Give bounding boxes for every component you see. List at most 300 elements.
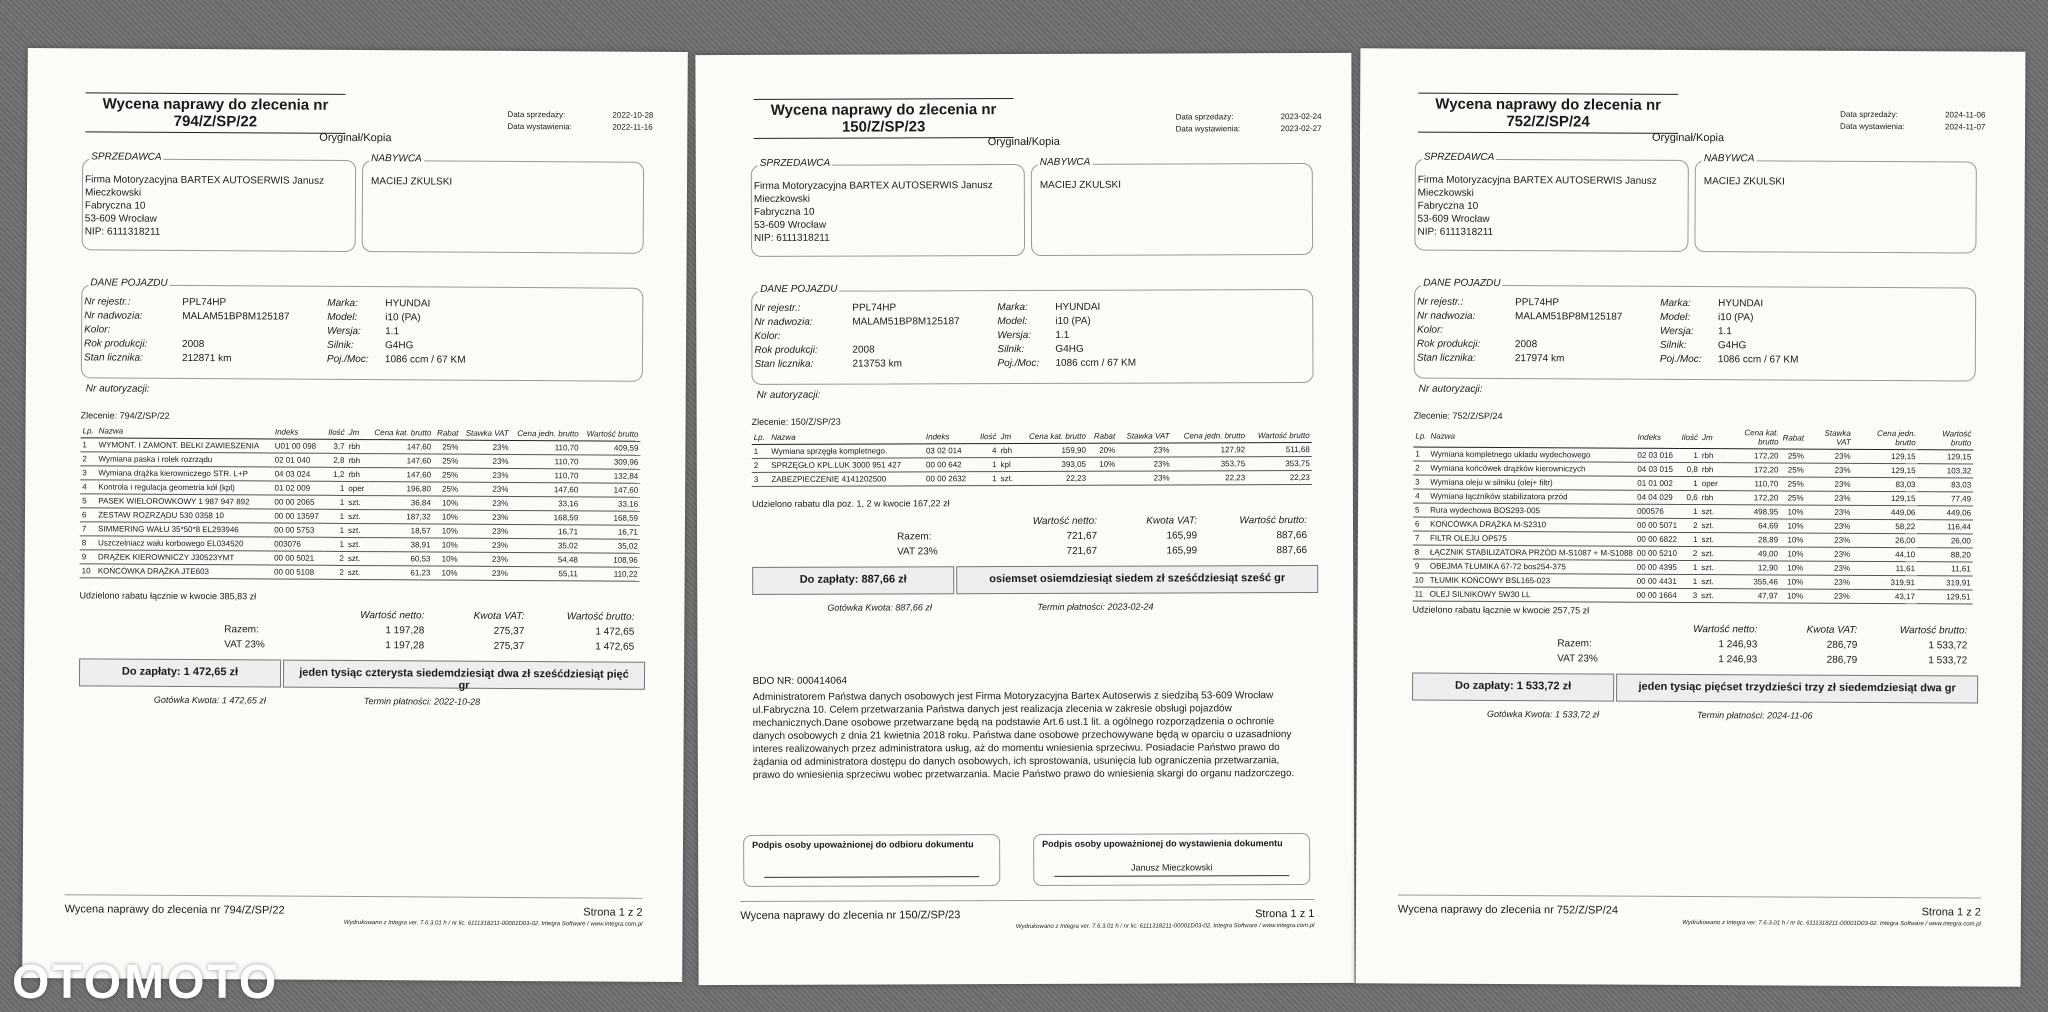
- bdo-number: BDO NR: 000414064: [752, 675, 848, 687]
- table-cell: 23%: [1805, 575, 1852, 589]
- column-header: Rabat: [433, 426, 460, 440]
- discount-note: Udzielono rabatu łącznie w kwocie 385,83 zł: [79, 590, 257, 602]
- vehicle-make: HYUNDAI: [1718, 298, 1764, 310]
- vehicle-year-label: Rok produkcji:: [84, 338, 148, 350]
- table-cell: 02 03 016: [1635, 448, 1679, 462]
- table-cell: 47,97: [1719, 589, 1780, 603]
- seller-line: 53-609 Wrocław: [753, 219, 827, 231]
- column-header: Nazwa: [769, 430, 924, 444]
- table-cell: oper: [346, 481, 368, 495]
- rate-vat: 275,37: [493, 640, 525, 653]
- rate-gross: 1 472,65: [595, 641, 635, 653]
- sum-label: Razem:: [1557, 638, 1592, 650]
- table-cell: [1088, 471, 1117, 485]
- table-cell: szt.: [1699, 519, 1719, 533]
- table-cell: szt.: [999, 472, 1018, 486]
- column-header: Lp.: [752, 431, 770, 445]
- table-cell: Kontrola i regulacja geometria kół (kpl): [96, 480, 272, 495]
- signature-receive-label: Podpis osoby upoważnionej do odbioru dokumentu: [752, 839, 974, 850]
- table-cell: 1: [752, 444, 770, 458]
- table-cell: DRĄŻEK KIEROWNICZY J30523YMT: [96, 550, 272, 565]
- vehicle-make-label: Marka:: [1660, 297, 1691, 309]
- vehicle-engine: G4HG: [1055, 343, 1084, 355]
- buyer-name: MACIEJ ZKULSKI: [1703, 176, 1785, 188]
- table-cell: 12,90: [1719, 561, 1780, 575]
- table-cell: 000576: [1635, 504, 1679, 518]
- table-cell: 38,91: [367, 538, 432, 552]
- table-cell: 10%: [433, 496, 460, 510]
- table-cell: 1: [1679, 504, 1700, 518]
- table-cell: 449,06: [1917, 506, 1973, 520]
- table-cell: Wymiana sprzęgła kompletnego.: [769, 444, 924, 459]
- table-cell: szt.: [346, 537, 368, 551]
- document-sheet: [695, 53, 1354, 985]
- table-row: [1413, 587, 1973, 604]
- vehicle-mileage-label: Stan licznika:: [754, 358, 814, 370]
- table-cell: 01 02 009: [272, 481, 324, 495]
- table-cell: FILTR OLEJU OP575: [1428, 531, 1635, 546]
- table-cell: Wymiana paska i rolek rozrządu: [96, 452, 272, 467]
- table-cell: 00 00 1664: [1635, 588, 1679, 602]
- table-cell: 10: [1413, 573, 1428, 587]
- table-cell: 22,23: [1018, 471, 1088, 485]
- page-footer: [65, 894, 643, 919]
- vehicle-box: [1414, 277, 1976, 382]
- seller-line: NIP: 6111318211: [84, 226, 161, 238]
- page-footer: [1398, 894, 1981, 918]
- table-cell: 49,00: [1719, 547, 1780, 561]
- column-header: Nazwa: [1428, 425, 1635, 449]
- table-cell: 00 00 2632: [924, 472, 975, 486]
- column-header: Rabat: [1781, 426, 1806, 449]
- totals: [224, 607, 634, 655]
- payment-box: [1412, 673, 1978, 704]
- column-header: Stawka VAT: [460, 427, 510, 441]
- table-cell: 4: [1413, 489, 1428, 503]
- table-cell: 16,71: [580, 525, 640, 539]
- table-cell: 3,7: [325, 439, 347, 453]
- table-cell: 04 04 029: [1635, 490, 1679, 504]
- document-number: 794/Z/SP/22: [173, 112, 258, 131]
- table-cell: 129,15: [1853, 463, 1918, 477]
- table-cell: U01 00 098: [273, 439, 325, 453]
- table-cell: 04 03 015: [1635, 462, 1679, 476]
- buyer-box: [1694, 153, 1976, 253]
- table-cell: 5: [80, 494, 96, 508]
- vehicle-model: i10 (PA): [1055, 315, 1091, 327]
- table-cell: 04 03 024: [273, 467, 325, 481]
- sum-vat: 165,99: [1166, 530, 1198, 542]
- sale-date: 2023-02-24: [1280, 111, 1322, 122]
- table-cell: 1: [324, 523, 346, 537]
- column-header: Ilość: [975, 430, 999, 444]
- table-cell: 2: [1679, 518, 1700, 532]
- table-cell: 77,49: [1917, 492, 1973, 506]
- sale-date-label: Data sprzedaży:: [1840, 109, 1898, 120]
- vehicle-version-label: Wersja:: [327, 325, 361, 338]
- table-cell: 1: [324, 537, 346, 551]
- table-cell: 127,92: [1172, 443, 1248, 457]
- vat-label: Kwota VAT:: [1806, 624, 1858, 636]
- column-header: Cena jedn. brutto: [1171, 429, 1247, 443]
- column-header: Ilość: [1679, 426, 1700, 449]
- table-cell: 1: [975, 472, 999, 486]
- table-cell: 172,20: [1720, 491, 1781, 505]
- column-header: Cena jedn. brutto: [511, 427, 581, 441]
- column-header: Cena kat. brutto: [1720, 426, 1781, 449]
- table-cell: 2: [324, 565, 346, 579]
- table-cell: 129,15: [1918, 450, 1974, 464]
- vehicle-year: 2008: [852, 344, 875, 356]
- table-cell: szt.: [346, 551, 368, 565]
- order-number: Zlecenie: 794/Z/SP/22: [80, 410, 170, 421]
- table-cell: 10%: [432, 566, 459, 580]
- sum-net: 1 246,93: [1718, 639, 1758, 651]
- table-cell: 2: [80, 452, 96, 466]
- table-cell: 22,23: [1172, 471, 1248, 485]
- document-sheet: [1356, 48, 2026, 986]
- table-cell: szt.: [1700, 505, 1720, 519]
- column-header: Stawka VAT: [1117, 429, 1171, 443]
- table-cell: szt.: [1699, 575, 1719, 589]
- seller-box: [751, 157, 1025, 257]
- vehicle-label: DANE POJAZDU: [1421, 277, 1502, 290]
- vehicle-capacity-label: Poj./Moc:: [326, 353, 369, 366]
- table-cell: rbh: [1700, 449, 1720, 463]
- table-cell: ŁĄCZNIK STABILIZATORA PRZÓD M-S1087 + M-S1088: [1428, 545, 1635, 560]
- table-cell: 00 00 13597: [272, 509, 324, 523]
- table-cell: 3: [1413, 475, 1428, 489]
- table-cell: 393,05: [1018, 457, 1088, 471]
- table-cell: 110,70: [510, 468, 580, 482]
- sale-date-label: Data sprzedaży:: [507, 109, 566, 120]
- vehicle-label: DANE POJAZDU: [88, 276, 169, 289]
- footer-page: Strona 1 z 2: [583, 906, 643, 919]
- vehicle-engine: G4HG: [1717, 340, 1747, 352]
- table-cell: 00 00 4395: [1635, 560, 1679, 574]
- footer-document: Wycena naprawy do zlecenia nr 150/Z/SP/23: [740, 909, 961, 922]
- table-cell: Wymiana drążka kierowniczego STR. L+P: [96, 466, 272, 481]
- dates: [1840, 109, 1985, 134]
- order-number: Zlecenie: 752/Z/SP/24: [1413, 410, 1503, 422]
- table-cell: 25%: [1780, 449, 1805, 463]
- table-cell: 1: [324, 481, 346, 495]
- vehicle-vin-label: Nr nadwozia:: [754, 316, 813, 328]
- items-table: [80, 424, 641, 581]
- vehicle-make-label: Marka:: [997, 301, 1028, 314]
- table-cell: 00 00 6822: [1635, 532, 1679, 546]
- items-table: [1413, 425, 1974, 605]
- table-cell: 7: [1413, 531, 1428, 545]
- table-cell: 23%: [460, 482, 510, 496]
- items-table: [752, 429, 1312, 487]
- table-cell: 129,15: [1852, 491, 1917, 505]
- title-line: Wycena naprawy do zlecenia nr: [1435, 95, 1662, 114]
- table-cell: Rura wydechowa BOS293-005: [1428, 503, 1635, 518]
- title-line: Wycena naprawy do zlecenia nr: [102, 95, 329, 114]
- buyer-label: NABYWCA: [369, 152, 424, 165]
- table-cell: szt.: [1699, 533, 1719, 547]
- rate-net: 1 197,28: [385, 640, 425, 652]
- vehicle-reg: PPL74HP: [852, 302, 897, 314]
- vehicle-reg-label: Nr rejestr.:: [84, 296, 131, 308]
- table-cell: 18,57: [367, 524, 432, 538]
- table-cell: 26,00: [1917, 534, 1973, 548]
- cash-amount: Gotówka Kwota: 1 533,72 zł: [1486, 708, 1600, 720]
- table-cell: 16,71: [510, 524, 580, 538]
- table-cell: 147,60: [580, 483, 640, 497]
- table-cell: 172,20: [1720, 449, 1781, 463]
- vehicle-mileage-label: Stan licznika:: [83, 352, 143, 364]
- table-cell: 03 02 014: [924, 444, 975, 458]
- document-number: 150/Z/SP/23: [841, 118, 926, 136]
- sum-gross: 1 533,72: [1928, 640, 1968, 652]
- table-cell: SIMMERING WAŁU 35*50*8 EL293946: [96, 522, 272, 537]
- document-title: [754, 96, 1014, 141]
- table-cell: 23%: [460, 440, 510, 454]
- table-cell: 147,60: [510, 482, 580, 496]
- seller-line: Firma Motoryzacyjna BARTEX AUTOSERWIS Janusz: [753, 180, 993, 192]
- table-cell: 3: [752, 472, 770, 486]
- table-cell: ZABEZPIECZENIE 4141202500: [769, 472, 924, 487]
- table-cell: ZESTAW ROZRZĄDU 530 0358 10: [96, 508, 272, 523]
- table-cell: 110,70: [511, 440, 581, 454]
- vehicle-color-label: Kolor:: [1416, 324, 1444, 336]
- vehicle-year-label: Rok produkcji:: [1416, 338, 1481, 350]
- seller-line: Mieczkowski: [84, 187, 142, 199]
- table-cell: 60,53: [367, 552, 432, 566]
- table-cell: 10%: [433, 538, 460, 552]
- table-cell: 409,59: [581, 441, 641, 455]
- payment-box: [79, 658, 645, 692]
- table-cell: 11: [1413, 587, 1428, 601]
- table-cell: 110,22: [580, 567, 640, 581]
- column-header: Indeks: [924, 430, 975, 444]
- table-cell: 147,60: [368, 454, 433, 468]
- net-label: Wartość netto:: [360, 610, 425, 622]
- vehicle-reg-label: Nr rejestr.:: [754, 302, 801, 314]
- table-row: [80, 564, 640, 581]
- table-cell: 9: [1413, 559, 1428, 573]
- table-cell: rbh: [347, 439, 369, 453]
- table-cell: 7: [80, 522, 96, 536]
- document-number: 752/Z/SP/24: [1506, 113, 1590, 131]
- vehicle-version-label: Wersja:: [1659, 325, 1694, 338]
- table-cell: 1: [324, 495, 346, 509]
- table-cell: 23%: [1806, 505, 1853, 519]
- table-cell: 23%: [460, 510, 510, 524]
- table-cell: 00 00 5753: [272, 523, 324, 537]
- vehicle-capacity: 1086 ccm / 67 KM: [1055, 357, 1137, 369]
- table-cell: 498,95: [1720, 505, 1781, 519]
- sum-gross: 1 472,65: [595, 626, 635, 638]
- table-cell: 23%: [460, 496, 510, 510]
- issue-date-label: Data wystawienia:: [1175, 124, 1241, 134]
- buyer-box: [362, 153, 645, 254]
- order-number: Zlecenie: 150/Z/SP/23: [751, 416, 841, 427]
- table-cell: 110,70: [510, 454, 580, 468]
- table-cell: 00 00 4431: [1635, 574, 1679, 588]
- totals: [897, 513, 1307, 559]
- vehicle-version: 1.1: [1717, 326, 1732, 338]
- seller-line: NIP: 6111318211: [1417, 226, 1494, 238]
- issue-date-label: Data wystawienia:: [1840, 121, 1905, 132]
- table-cell: 00 00 5210: [1635, 546, 1679, 560]
- vehicle-model: i10 (PA): [1718, 312, 1754, 324]
- vehicle-color-label: Kolor:: [84, 324, 111, 336]
- table-cell: 187,32: [368, 510, 433, 524]
- table-cell: 8: [80, 536, 96, 550]
- table-cell: 108,96: [580, 553, 640, 567]
- table-cell: 10%: [1780, 575, 1805, 589]
- table-cell: 10%: [1780, 505, 1805, 519]
- vehicle-box: [751, 283, 1313, 385]
- table-cell: 23%: [460, 538, 510, 552]
- table-cell: 23%: [1806, 477, 1853, 491]
- table-cell: 1,2: [324, 467, 346, 481]
- column-header: Wartość brutto: [1247, 429, 1312, 443]
- table-cell: 25%: [1780, 463, 1805, 477]
- column-header: Nazwa: [97, 424, 273, 439]
- issue-date: 2024-11-07: [1945, 122, 1986, 132]
- seller-line: Firma Motoryzacyjna BARTEX AUTOSERWIS Janusz: [1417, 174, 1657, 187]
- payment-due: Termin płatności: 2022-10-28: [363, 696, 481, 707]
- table-cell: 309,96: [580, 455, 640, 469]
- payment-due: Termin płatności: 2024-11-06: [1696, 710, 1813, 721]
- table-cell: 196,80: [368, 482, 433, 496]
- seller-label: SPRZEDAWCA: [758, 157, 832, 170]
- table-cell: KOŃCÓWKA DRĄŻKA JTE603: [96, 564, 272, 579]
- footer-document: Wycena naprawy do zlecenia nr 752/Z/SP/24: [1397, 903, 1619, 917]
- vehicle-mileage-label: Stan licznika:: [1416, 352, 1476, 364]
- table-cell: Wymiana łączników stabilizatora przód: [1428, 489, 1635, 504]
- table-row: [752, 470, 1312, 486]
- table-cell: 58,22: [1852, 519, 1917, 533]
- vehicle-color: [1515, 324, 1660, 339]
- amount-in-words: jeden tysiąc pięćset trzydzieści trzy zł siedemdziesiąt dwa gr: [1616, 674, 1978, 704]
- table-cell: 25%: [433, 468, 460, 482]
- table-cell: 4: [80, 480, 96, 494]
- printed-by: Wydrukowano z Integra ver. 7.6.3.01 h / nr lic. 6111318211-00001D03-02. Integra Software / www.integra.com.pl: [1682, 919, 1981, 928]
- table-cell: 64,69: [1720, 519, 1781, 533]
- table-cell: 10%: [1088, 457, 1117, 471]
- seller-box: [82, 151, 357, 252]
- seller-line: NIP: 6111318211: [753, 232, 830, 244]
- table-cell: 1: [1679, 532, 1700, 546]
- table-cell: 36,84: [368, 496, 433, 510]
- sum-label: Razem:: [897, 531, 932, 543]
- vehicle-vin-label: Nr nadwozia:: [1417, 310, 1476, 322]
- table-cell: szt.: [346, 495, 368, 509]
- sale-date: 2022-10-28: [612, 110, 654, 120]
- column-header: Cena kat. brutto: [368, 426, 433, 440]
- table-cell: 20%: [1088, 443, 1117, 457]
- vehicle-vin: MALAM51BP8M125187: [1515, 311, 1623, 323]
- table-cell: 132,84: [580, 469, 640, 483]
- vehicle-year: 2008: [182, 338, 205, 351]
- table-cell: 129,51: [1917, 590, 1973, 604]
- seller-line: Fabryczna 10: [84, 200, 146, 212]
- table-cell: 25%: [1780, 491, 1805, 505]
- table-cell: 25%: [433, 440, 460, 454]
- authorization-label: Nr autoryzacji:: [85, 383, 150, 395]
- table-cell: 1: [80, 438, 96, 452]
- document-sheet: [22, 48, 688, 982]
- column-header: Rabat: [1088, 430, 1117, 444]
- buyer-name: MACIEJ ZKULSKI: [1039, 179, 1121, 191]
- table-cell: 11,61: [1852, 561, 1917, 575]
- table-cell: 23%: [460, 468, 510, 482]
- footer-document: Wycena naprawy do zlecenia nr 794/Z/SP/22: [64, 903, 285, 917]
- table-cell: 11,61: [1917, 562, 1973, 576]
- table-cell: 2: [324, 551, 346, 565]
- amount-due: Do zapłaty: 1 533,72 zł: [1412, 673, 1614, 702]
- table-cell: 33,16: [510, 496, 580, 510]
- vehicle-mileage: 212871 km: [181, 352, 232, 365]
- amount-due: Do zapłaty: 1 472,65 zł: [79, 658, 281, 687]
- table-cell: 147,60: [368, 440, 433, 454]
- table-cell: 3: [1679, 588, 1700, 602]
- table-cell: 25%: [433, 454, 460, 468]
- column-header: Indeks: [1635, 426, 1679, 449]
- rate-gross: 1 533,72: [1928, 655, 1968, 667]
- rate-net: 721,67: [1066, 545, 1098, 557]
- table-cell: 103,32: [1918, 464, 1974, 478]
- vehicle-year: 2008: [1514, 339, 1538, 351]
- sum-net: 721,67: [1066, 530, 1098, 542]
- table-cell: 319,91: [1917, 576, 1973, 590]
- table-cell: 003076: [272, 537, 324, 551]
- vehicle-vin: MALAM51BP8M125187: [182, 310, 290, 323]
- gross-label: Wartość brutto:: [1239, 515, 1308, 527]
- seller-line: Mieczkowski: [1417, 187, 1474, 199]
- sale-date: 2024-11-06: [1945, 110, 1986, 120]
- table-cell: 0,8: [1679, 462, 1700, 476]
- signature-issue-box: [1033, 833, 1310, 886]
- authorization-label: Nr autoryzacji:: [756, 389, 821, 401]
- table-cell: 449,06: [1852, 505, 1917, 519]
- table-cell: 88,20: [1917, 548, 1973, 562]
- vehicle-make: HYUNDAI: [1055, 301, 1101, 313]
- privacy-notice: Administratorem Państwa danych osobowych jest Firma Motoryzacyjna Bartex Autoserwis z siedzibą 53-609 Wrocław ul.Fabryczna 10. Celem przetwarzania Państwa danych jest realizacja zlecenia w zakresie obsługi pojazdów mechanicznych.Dane osobowe przetwarzane będą na podstawie Art.6 ust.1 lit. a ogólnego rozporządzenia o ochronie danych osobowych z dnia 21 kwietnia 2018 roku. Państwa dane osobowe przechowywane będą w oparciu o uzasadniony interes realizowanych przez administratora usług, aż do momentu wniesienia sprzeciwu. Posiadacie Państwo prawo do żądania od administratora dostępu do danych osobowych, ich sprostowania, usunięcia lub ograniczenia przetwarzania, prawo do wniesienia sprzeciwu wobec przetwarzania. Macie Państwo prawo do wniesienia skargi do organu nadzorczego.: [752, 690, 1295, 781]
- payment-due: Termin płatności: 2023-02-24: [1037, 601, 1154, 612]
- table-cell: 23%: [460, 552, 510, 566]
- table-cell: 83,03: [1917, 478, 1973, 492]
- table-cell: kpl: [999, 458, 1018, 472]
- table-cell: OLEJ SILNIKOWY 5W30 LL: [1428, 587, 1635, 602]
- vehicle-reg: PPL74HP: [1515, 297, 1560, 309]
- dates: [507, 109, 653, 134]
- table-cell: 2: [1679, 546, 1700, 560]
- table-cell: 129,15: [1853, 449, 1918, 463]
- seller-line: Fabryczna 10: [753, 206, 815, 218]
- sum-gross: 887,66: [1276, 530, 1308, 542]
- table-cell: 10%: [1780, 561, 1805, 575]
- table-cell: 1: [975, 458, 999, 472]
- printed-by: Wydrukowano z Integra ver. 7.6.3.01 h / nr lic. 6111318211-00001D03-02. Integra Software / www.integra.com.pl: [343, 919, 643, 928]
- table-header: [1413, 425, 1973, 450]
- cash-amount: Gotówka Kwota: 1 472,65 zł: [153, 694, 266, 706]
- vehicle-reg: PPL74HP: [182, 296, 227, 309]
- table-cell: 1: [1679, 448, 1700, 462]
- title-line: Wycena naprawy do zlecenia nr: [770, 101, 997, 119]
- table-cell: SPRZĘGŁO KPL.LUK 3000 951 427: [769, 458, 924, 473]
- buyer-box: [1031, 156, 1313, 256]
- vehicle-model-label: Model:: [327, 311, 358, 324]
- table-cell: 2,8: [325, 453, 347, 467]
- table-cell: 355,46: [1719, 575, 1780, 589]
- vehicle-engine-label: Silnik:: [1659, 339, 1687, 351]
